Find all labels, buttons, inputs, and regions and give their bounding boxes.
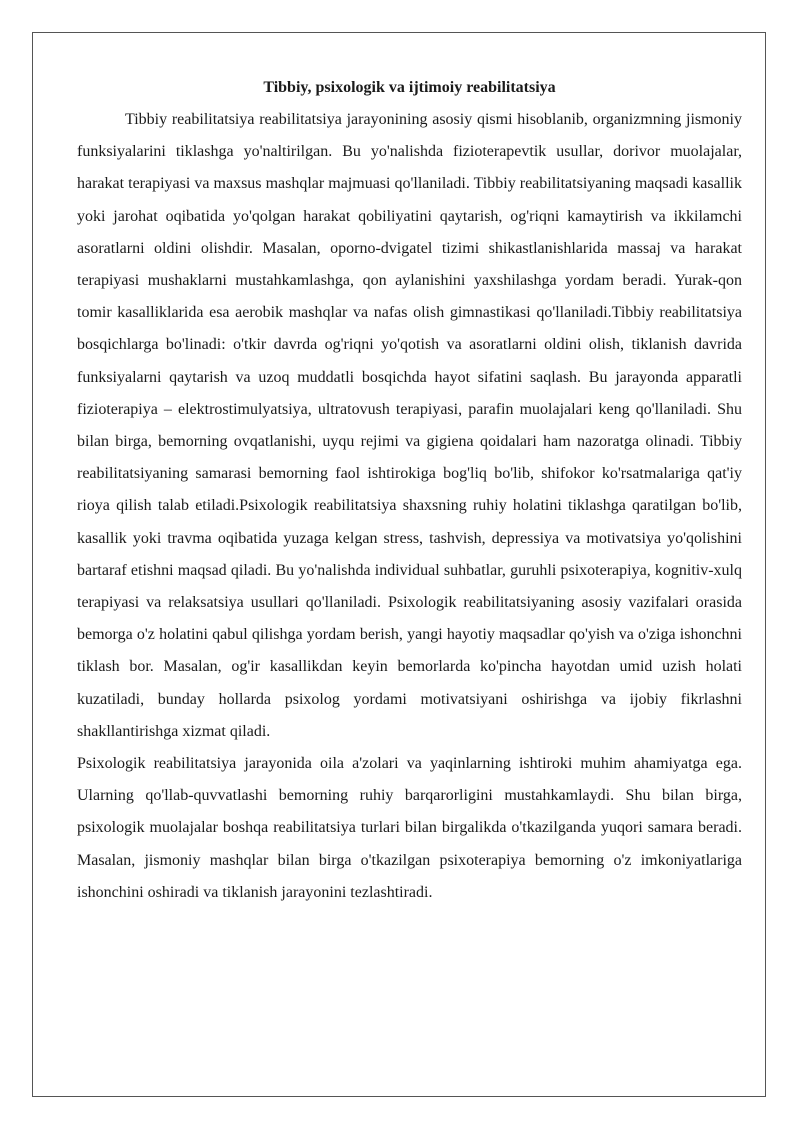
paragraph: Tibbiy reabilitatsiya reabilitatsiya jarayonining asosiy qismi hisoblanib, organizmning jismoniy funksiyalarini tiklashga yo'naltirilgan. Bu yo'nalishda fizioterapevtik usullar, dorivor muolajalar, harakat terapiyasi va maxsus mashqlar majmuasi qo'llaniladi. Tibbiy reabilitatsiyaning maqsadi kasallik yoki jarohat oqibatida yo'qolgan harakat qobiliyatini qaytarish, og'riqni kamaytirish va ikkilamchi asoratlarni oldini olishdir. Masalan, oporno-dvigatel tizimi shikastlanishlarida massaj va harakat terapiyasi mushaklarni mustahkamlashga, qon aylanishini yaxshilashga yordam beradi. Yurak-qon tomir kasalliklarida esa aerobik mashqlar va nafas olish gimnastikasi qo'llaniladi.Tibbiy reabilitatsiya bosqichlarga bo'linadi: o'tkir davrda og'riqni yo'qotish va asoratlarni oldini olish, tiklanish davrida funksiyalarni qaytarish va uzoq muddatli bosqichda hayot sifatini saqlash. Bu jarayonda apparatli fizioterapiya – elektrostimulyatsiya, ultratovush terapiyasi, parafin muolajalari keng qo'llaniladi. Shu bilan birga, bemorning ovqatlanishi, uyqu rejimi va gigiena qoidalari ham nazoratga olinadi. Tibbiy reabilitatsiyaning samarasi bemorning faol ishtirokiga bog'liq bo'lib, shifokor ko'rsatmalariga qat'iy rioya qilish talab etiladi.Psixologik reabilitatsiya shaxsning ruhiy holatini tiklashga qaratilgan bo'lib, kasallik yoki travma oqibatida yuzaga kelgan stress, tashvish, depressiya va motivatsiya yo'qolishini bartaraf etishni maqsad qiladi. Bu yo'nalishda individual suhbatlar, guruhli psixoterapiya, kognitiv-xulq terapiyasi va relaksatsiya usullari qo'llaniladi. Psixologik reabilitatsiyaning asosiy vazifalari orasida bemorga o'z holatini qabul qilishga yordam berish, yangi hayotiy maqsadlar qo'yish va o'ziga ishonchni tiklash bor. Masalan, og'ir kasallikdan keyin bemorlarda ko'pincha hayotdan umid uzish holati kuzatiladi, bunday hollarda psixolog yordami motivatsiyani oshirishga va ijobiy fikrlashni shakllantirishga xizmat qiladi. (77, 111, 742, 740)
paragraph: Psixologik reabilitatsiya jarayonida oila a'zolari va yaqinlarning ishtiroki muhim ahamiyatga ega. Ularning qo'llab-quvvatlashi bemorning ruhiy barqarorligini mustahkamlaydi. Shu bilan birga, psixologik muolajalar boshqa reabilitatsiya turlari bilan birgalikda o'tkazilganda yuqori samara beradi. Masalan, jismoniy mashqlar bilan birga o'tkazilgan psixoterapiya bemorning o'z imkoniyatlariga ishonchini oshiradi va tiklanish jarayonini tezlashtiradi. (77, 755, 742, 901)
document-body (77, 72, 742, 909)
document-title: Tibbiy, psixologik va ijtimoiy reabilitatsiya (263, 79, 556, 96)
